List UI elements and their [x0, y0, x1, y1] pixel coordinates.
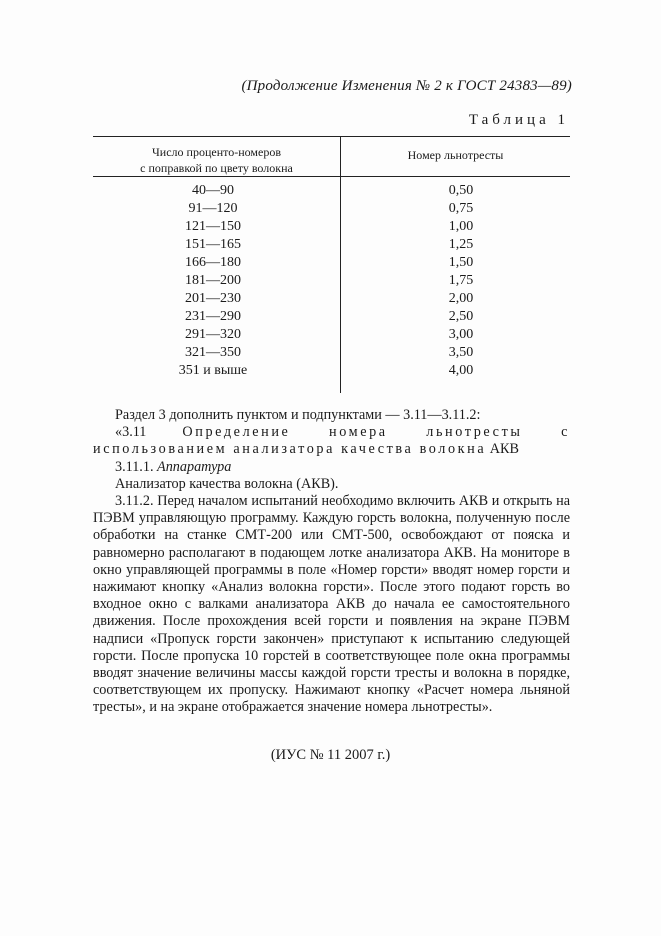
number-cell: 1,25 — [448, 237, 474, 252]
table-caption: Таблица 1 — [468, 112, 569, 128]
number-cell: 1,50 — [448, 255, 474, 270]
table-row — [93, 291, 570, 309]
range-cell: 40—90 — [192, 183, 234, 198]
number-cell: 3,00 — [448, 327, 474, 342]
column-header-line: Число проценто-номеров — [152, 145, 281, 159]
table-row — [93, 183, 570, 201]
range-cell: 181—200 — [185, 273, 241, 288]
column-header-flax-number: Номер льнотресты — [407, 148, 504, 162]
table-row — [93, 237, 570, 255]
table-header-rule — [93, 176, 570, 177]
number-cell: 0,75 — [448, 201, 474, 216]
table-body — [93, 183, 570, 381]
table-row — [93, 327, 570, 345]
paragraph-section-title — [93, 424, 570, 458]
table-row — [93, 309, 570, 327]
range-cell: 291—320 — [185, 327, 241, 342]
paragraph-analyzer: Анализатор качества волокна (АКВ). — [115, 475, 339, 492]
number-cell: 1,75 — [448, 273, 474, 288]
table-row — [93, 273, 570, 291]
range-cell: 231—290 — [185, 309, 241, 324]
range-cell: 151—165 — [185, 237, 241, 252]
table-top-rule — [93, 136, 570, 137]
table-row — [93, 255, 570, 273]
range-cell: 351 и выше — [178, 363, 248, 378]
section-title-suffix: АКВ — [486, 441, 519, 458]
number-cell: 4,00 — [448, 363, 474, 378]
paragraph-subsection-apparatus — [93, 459, 570, 476]
document-footer: (ИУС № 11 2007 г.) — [270, 747, 391, 763]
range-cell: 166—180 — [185, 255, 241, 270]
number-cell: 3,50 — [448, 345, 474, 360]
range-cell: 201—230 — [185, 291, 241, 306]
table-row — [93, 363, 570, 381]
column-header-line: с поправкой по цвету волокна — [140, 161, 293, 175]
section-number: «3.11 — [115, 424, 183, 441]
number-cell: 2,50 — [448, 309, 474, 324]
range-cell: 91—120 — [188, 201, 238, 216]
subsection-number: 3.11.1. — [115, 458, 158, 475]
table-row — [93, 345, 570, 363]
range-cell: 321—350 — [185, 345, 241, 360]
number-cell: 0,50 — [448, 183, 474, 198]
table-row — [93, 219, 570, 237]
subsection-title: Аппаратура — [157, 458, 232, 475]
number-cell: 2,00 — [448, 291, 474, 306]
section-title-spaced: Определение номера льнотресты с использованием анализатора качества волокна — [93, 424, 570, 458]
document-body — [93, 407, 570, 717]
paragraph-amendment: Раздел 3 дополнить пунктом и подпунктами — 3.11—3.11.2: — [115, 407, 481, 423]
range-cell: 121—150 — [185, 219, 241, 234]
table-row — [93, 201, 570, 219]
document-header: (Продолжение Изменения № 2 к ГОСТ 24383—89) — [241, 78, 572, 94]
number-cell: 1,00 — [448, 219, 474, 234]
paragraph-procedure: 3.11.2. Перед началом испытаний необходимо включить АКВ и открыть на ПЭВМ управляющую программу. Каждую горсть волокна, полученную после обработки на станке СМТ-200 или СМТ-500, освобождают от пояска и равномерно располагают в подающем лотке анализатора АКВ. На мониторе в окно управляющей программы в поле «Номер горсти» вводят номер горсти и нажимают кнопку «Анализ волокна горсти». После этого подают горсть во входное окно с валками анализатора АКВ до начала ее самостоятельного движения. После прохождения всей горсти и появления на экране ПЭВМ надписи «Пропуск горсти закончен» приступают к испытанию следующей горсти. После пропуска 10 горстей в соответствующее поле окна программы вводят значение величины массы каждой горсти тресты и волокна в порядке, соответствующем их пропуску. Нажимают кнопку «Расчет номера льняной тресты», и на экране отображается значение номера льнотресты». — [93, 493, 570, 716]
column-header-percent-numbers — [93, 144, 340, 176]
